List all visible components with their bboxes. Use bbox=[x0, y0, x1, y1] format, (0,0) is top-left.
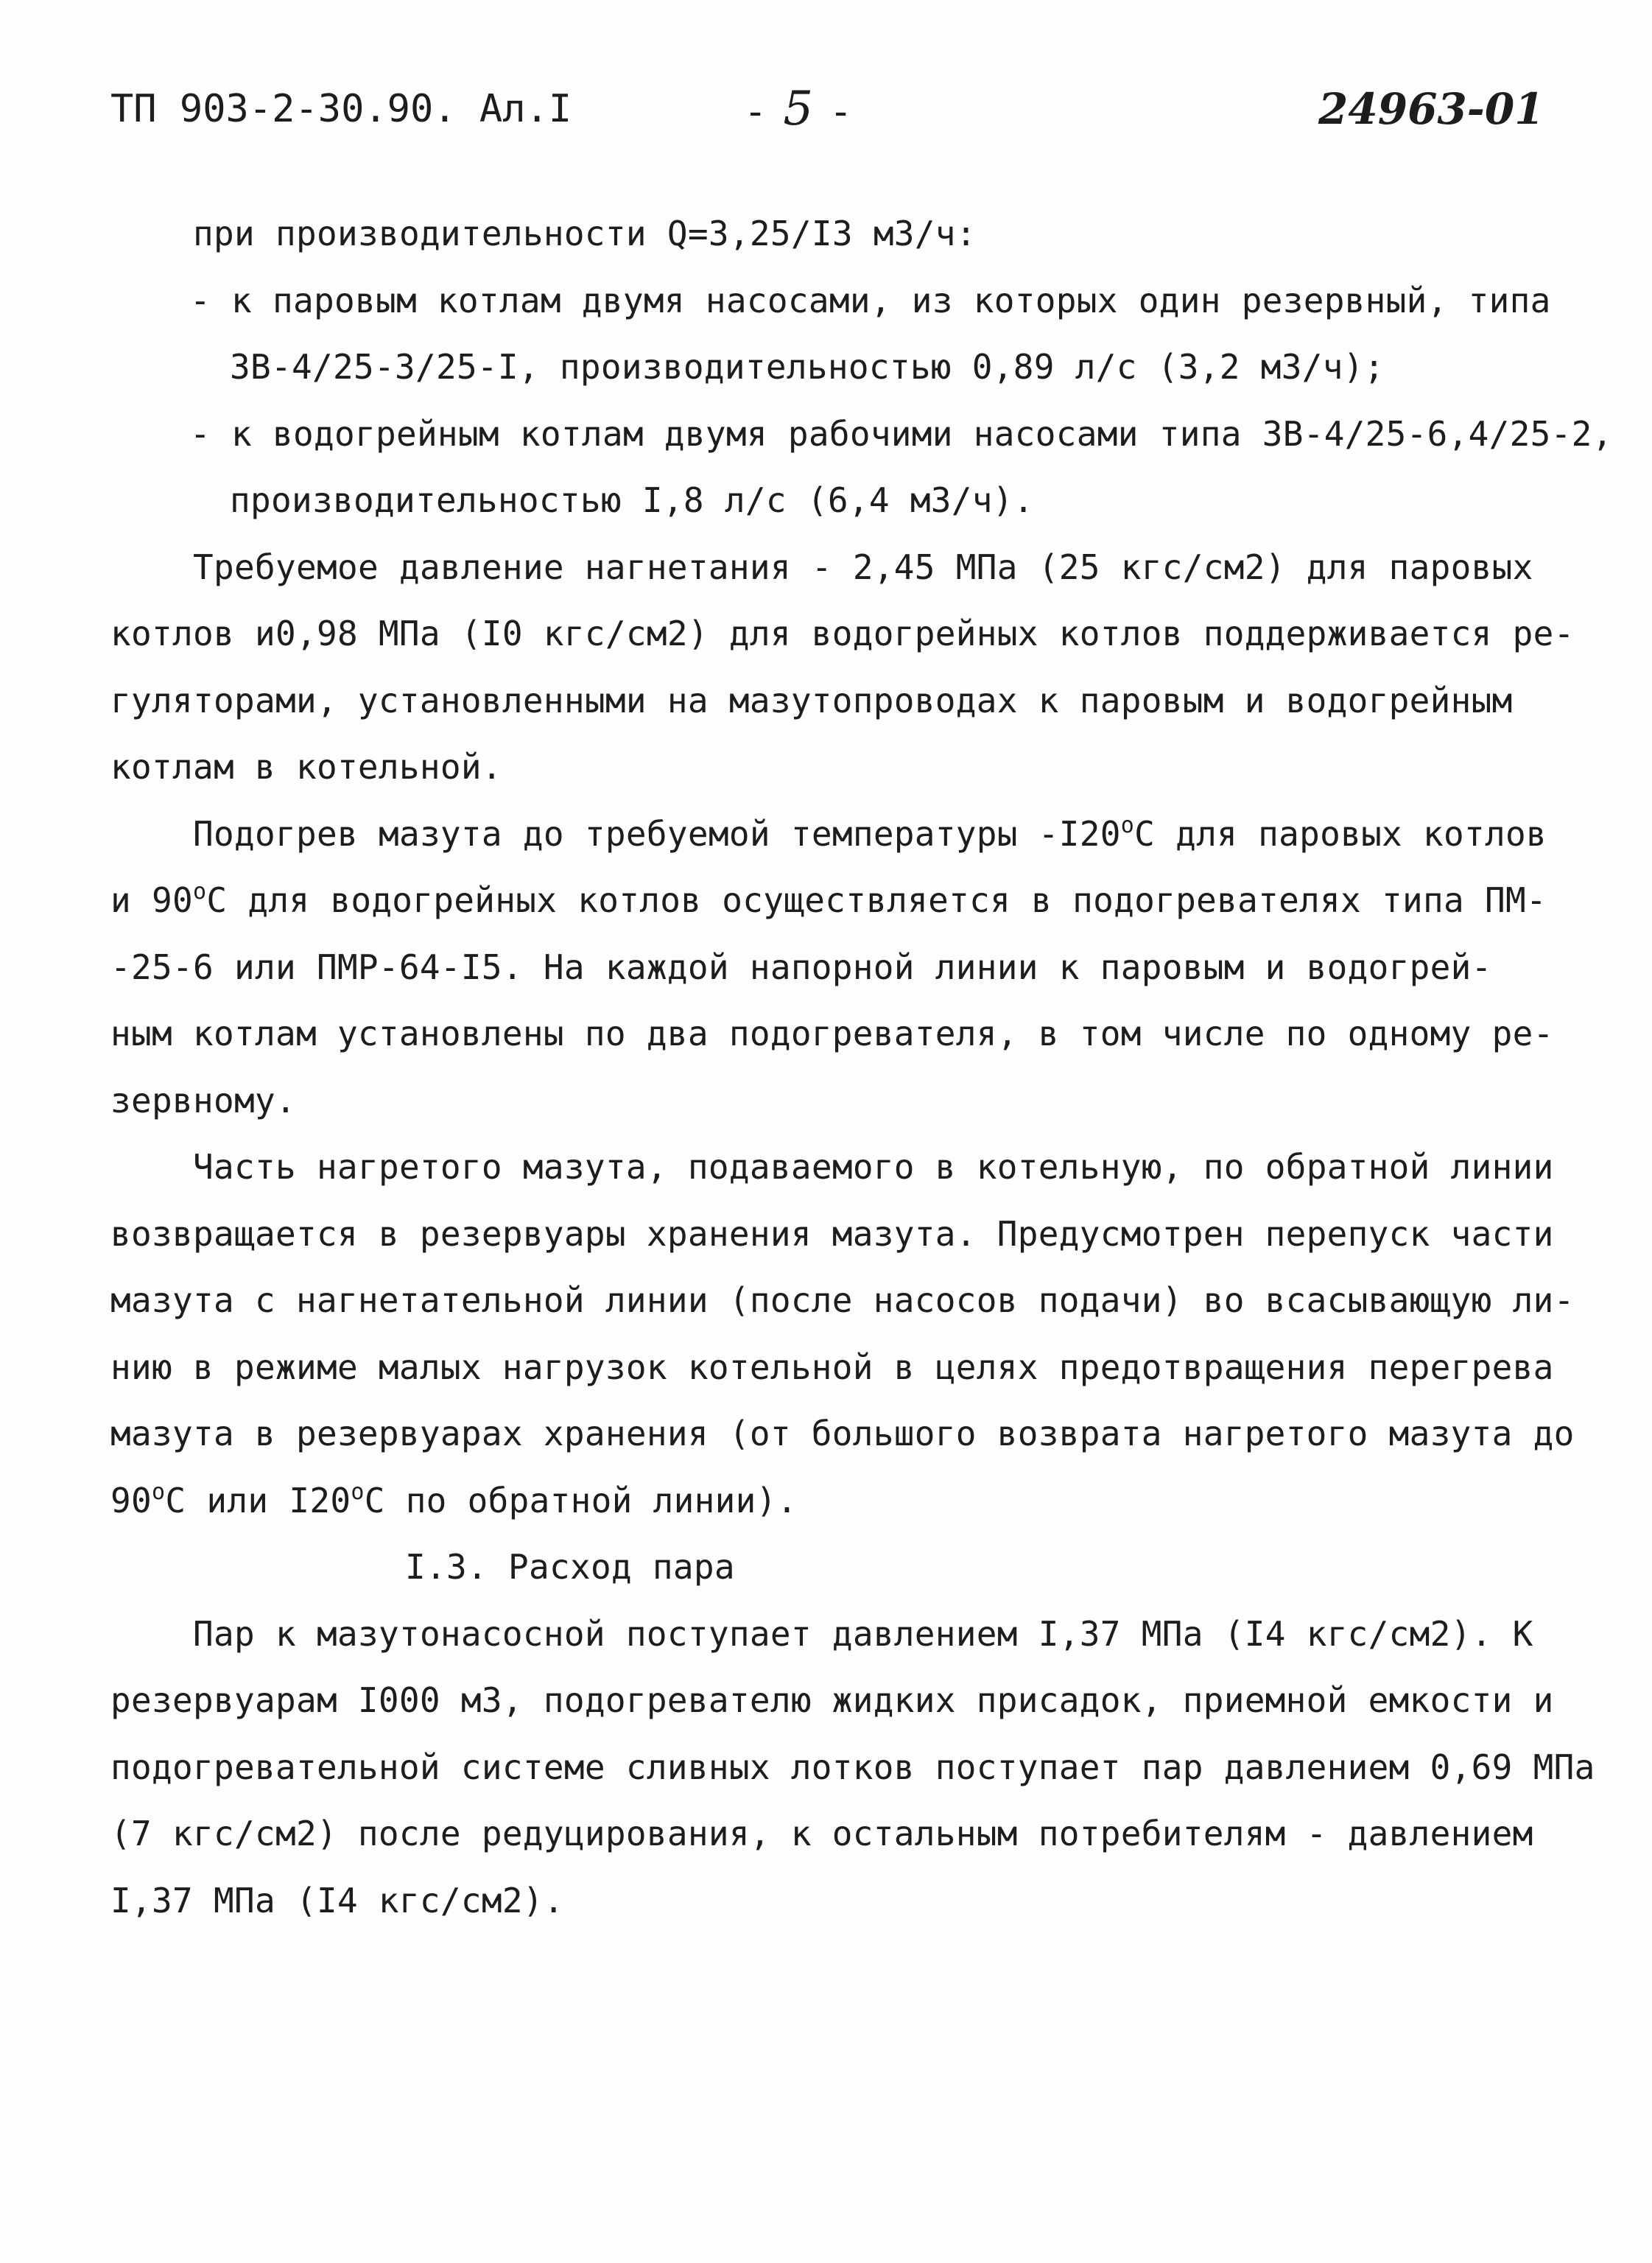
degree-sign: о bbox=[1120, 812, 1135, 838]
text-fragment: Подогрев мазута до требуемой температуры -I20 bbox=[193, 813, 1121, 854]
text-line bbox=[110, 867, 1591, 934]
text-line: (7 кгс/см2) после редуцирования, к остальным потребителям - давлением bbox=[110, 1814, 1533, 1853]
bullet-item: - к водогрейным котлам двумя рабочими насосами типа 3В-4/25-6,4/25-2, bbox=[190, 413, 1613, 454]
text-line: при производительности Q=3,25/I3 м3/ч: bbox=[193, 214, 977, 253]
page-number: 5 bbox=[783, 82, 814, 136]
page-dash-left: - bbox=[744, 90, 767, 134]
paragraph-first-line: Пар к мазутонасосной поступает давлением I,37 МПа (I4 кгс/см2). К bbox=[193, 1613, 1533, 1654]
text-line: котлов и0,98 МПа (I0 кгс/см2) для водогрейных котлов поддерживается ре- bbox=[110, 614, 1575, 653]
text-line: котлам в котельной. bbox=[110, 747, 502, 787]
text-fragment: С для паровых котлов bbox=[1134, 813, 1547, 854]
text-line: мазута в резервуарах хранения (от большого возврата нагретого мазута до bbox=[110, 1414, 1575, 1453]
text-fragment: С или I20 bbox=[165, 1480, 351, 1520]
degree-sign: о bbox=[192, 879, 207, 905]
text-fragment: 90 bbox=[110, 1480, 152, 1520]
page-dash-right: - bbox=[829, 90, 853, 134]
text-line: ным котлам установлены по два подогревателя, в том числе по одному ре- bbox=[110, 1014, 1554, 1053]
text-line: резервуарам I000 м3, подогревателю жидких присадок, приемной емкости и bbox=[110, 1680, 1554, 1720]
paragraph-first-line: Часть нагретого мазута, подаваемого в котельную, по обратной линии bbox=[193, 1147, 1554, 1187]
text-fragment: С для водогрейных котлов осуществляется в подогревателях типа ПМ- bbox=[206, 880, 1547, 920]
text-line: подогревательной системе сливных лотков поступает пар давлением 0,69 МПа bbox=[110, 1747, 1595, 1787]
bullet-item: - к паровым котлам двумя насосами, из которых один резервный, типа bbox=[190, 280, 1551, 320]
text-line: гуляторами, установленными на мазутопроводах к паровым и водогрейным bbox=[110, 680, 1513, 720]
text-line: нию в режиме малых нагрузок котельной в целях предотвращения перегрева bbox=[110, 1347, 1554, 1387]
document-code: ТП 903-2-30.90. Ал.I bbox=[110, 87, 572, 131]
degree-sign: о bbox=[152, 1478, 166, 1505]
degree-sign: о bbox=[351, 1478, 365, 1505]
paragraph-first-line bbox=[110, 801, 1591, 868]
document-body bbox=[110, 200, 1613, 1934]
text-line: мазута с нагнетательной линии (после насосов подачи) во всасывающую ли- bbox=[110, 1280, 1575, 1320]
text-line: -25-6 или ПМР-64-I5. На каждой напорной линии к паровым и водогрей- bbox=[110, 947, 1492, 987]
text-line bbox=[110, 1467, 1591, 1534]
text-line: 3В-4/25-3/25-I, производительностью 0,89 л/с (3,2 м3/ч); bbox=[230, 347, 1385, 387]
sheet-code: 24963-01 bbox=[1318, 84, 1544, 134]
text-line: возвращается в резервуары хранения мазута. Предусмотрен перепуск части bbox=[110, 1213, 1554, 1254]
text-fragment: и 90 bbox=[110, 880, 193, 920]
paragraph-first-line: Требуемое давление нагнетания - 2,45 МПа (25 кгс/см2) для паровых bbox=[193, 547, 1533, 587]
page-number-block bbox=[744, 82, 853, 136]
section-heading: I.3. Расход пара bbox=[405, 1547, 735, 1587]
text-line: I,37 МПа (I4 кгс/см2). bbox=[110, 1880, 564, 1920]
text-line: зервному. bbox=[110, 1080, 296, 1120]
text-line: производительностью I,8 л/с (6,4 м3/ч). bbox=[230, 480, 1034, 520]
text-fragment: С по обратной линии). bbox=[364, 1480, 798, 1520]
